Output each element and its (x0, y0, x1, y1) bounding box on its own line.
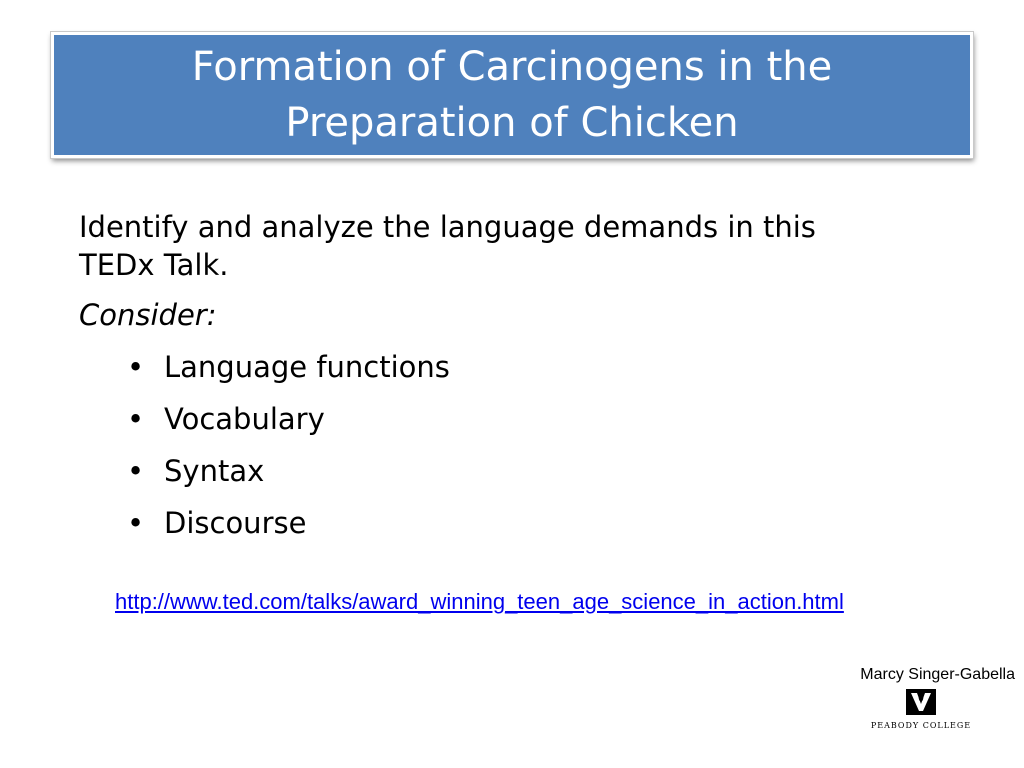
body-content (79, 208, 919, 556)
logo-text: PEABODY COLLEGE (870, 721, 972, 730)
bullet-item (79, 400, 919, 438)
peabody-college-logo (866, 689, 976, 730)
bullet-icon: • (127, 454, 145, 488)
bullet-text: Vocabulary (164, 402, 325, 436)
bullet-text: Syntax (164, 454, 265, 488)
bullet-list (79, 348, 919, 542)
bullet-text: Discourse (164, 506, 307, 540)
bullet-item (79, 348, 919, 386)
prompt-text: Identify and analyze the language demands in this TEDx Talk. (79, 210, 816, 282)
consider-label: Consider: (79, 298, 217, 332)
bullet-item (79, 504, 919, 542)
author-name: Marcy Singer-Gabella (860, 666, 1015, 683)
vanderbilt-logo-icon (906, 689, 936, 715)
bullet-icon: • (127, 402, 145, 436)
bullet-text: Language functions (164, 350, 450, 384)
bullet-item (79, 452, 919, 490)
bullet-icon: • (127, 350, 145, 384)
slide-title: Formation of Carcinogens in the Preparation of Chicken (191, 44, 833, 146)
title-box (51, 32, 973, 158)
bullet-icon: • (127, 506, 145, 540)
ted-talk-link[interactable]: http://www.ted.com/talks/award_winning_teen_age_science_in_action.html (115, 589, 844, 614)
